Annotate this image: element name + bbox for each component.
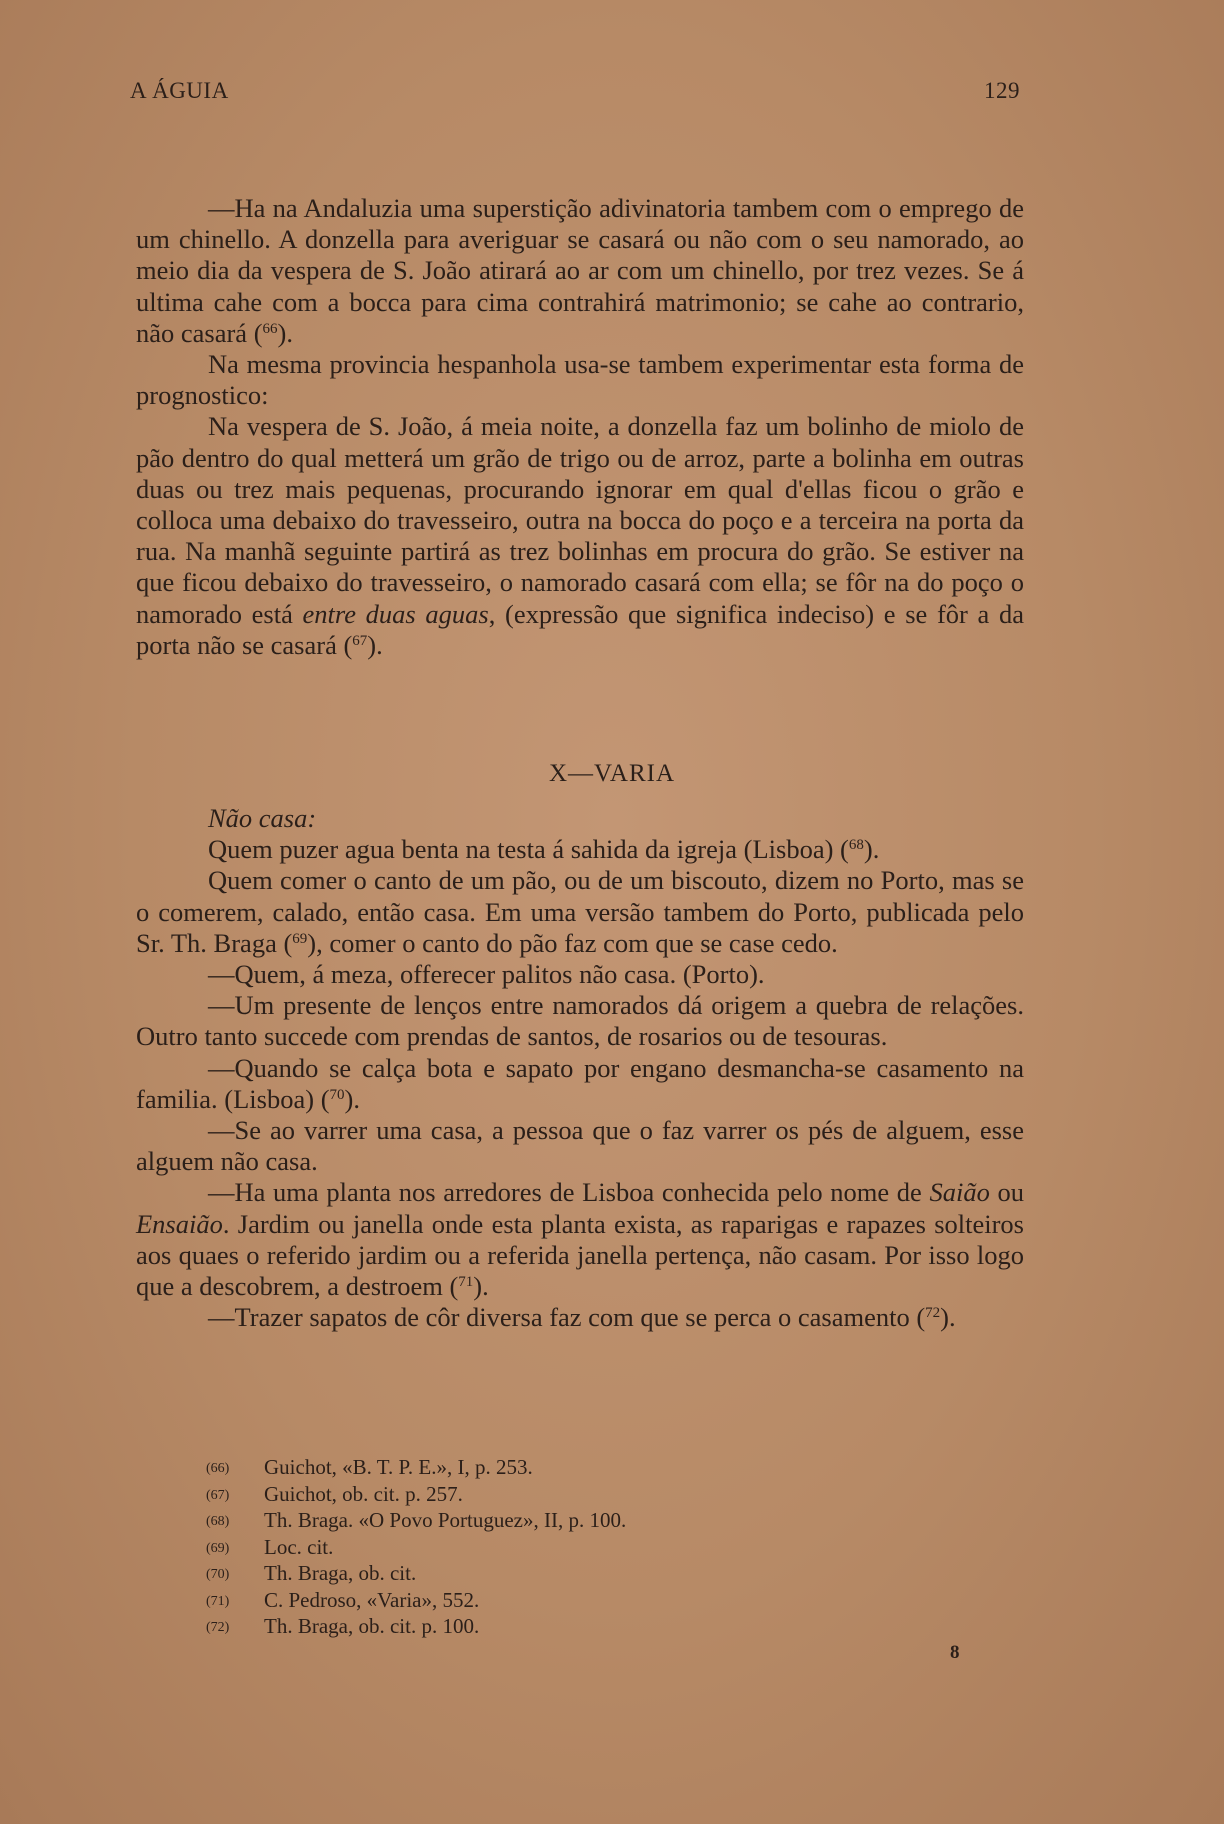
footnote-ref[interactable]: 71 (458, 1274, 474, 1291)
italic-phrase: Ensaião (136, 1208, 223, 1239)
journal-title: A ÁGUIA (130, 78, 229, 103)
paragraph-text: Quem comer o canto de um pão, ou de um biscouto, dizem no Porto, mas se o comerem, calado, então casa. Em uma versão tambem do Porto, publicada pelo Sr. Th. Braga ( (136, 865, 1024, 958)
footnote-ref[interactable]: 70 (329, 1086, 345, 1103)
paragraph: —Um presente de lenços entre namorados dá origem a quebra de relações. Outro tanto succede com prendas de santos, de rosarios ou de tesouras. (136, 990, 1024, 1052)
italic-phrase: entre duas aguas (302, 598, 489, 629)
italic-phrase: Saião (929, 1177, 990, 1208)
footnote (206, 1588, 626, 1615)
paragraph: Na mesma provincia hespanhola usa-se tambem experimentar esta forma de prognostico: (136, 349, 1024, 411)
paragraph (136, 411, 1024, 661)
paragraph (136, 1177, 1024, 1302)
paragraph (136, 865, 1024, 959)
paragraph: —Quem, á meza, offerecer palitos não casa. (Porto). (208, 959, 765, 990)
footnote-number: (67) (206, 1487, 230, 1503)
footnote-number: (70) (206, 1567, 230, 1582)
section-heading: X—VARIA (549, 760, 675, 787)
paragraph-text: ). (473, 1271, 489, 1302)
paragraph: —Se ao varrer uma casa, a pessoa que o faz varrer os pés de alguem, esse alguem não casa. (136, 1115, 1024, 1177)
paragraph-text: Quem puzer agua benta na testa á sahida da igreja (Lisboa) ( (208, 834, 849, 865)
footnote-text: Guichot, «B. T. P. E.», I, p. 253. (264, 1455, 533, 1479)
paragraph-text: ), comer o canto do pão faz com que se case cedo. (307, 927, 838, 958)
footnote-text: Th. Braga, ob. cit. p. 100. (264, 1614, 480, 1638)
paragraph (136, 834, 1024, 865)
footnote-ref[interactable]: 67 (352, 632, 368, 649)
paragraph (136, 1053, 1024, 1115)
footnote-ref[interactable]: 69 (292, 930, 308, 947)
footnote-text: Th. Braga. «O Povo Portuguez», II, p. 100. (264, 1508, 627, 1532)
paragraph (136, 1302, 1024, 1333)
page-number: 129 (984, 78, 1020, 103)
footnote-text: Th. Braga, ob. cit. (264, 1561, 417, 1585)
paragraph-text: ). (277, 317, 293, 348)
running-header (130, 78, 1020, 108)
footnote-ref[interactable]: 68 (848, 837, 864, 854)
footnote-number: (72) (206, 1620, 230, 1635)
paragraph-text: ou (989, 1177, 1025, 1208)
footnote (206, 1455, 626, 1482)
paragraph-text: ). (344, 1083, 360, 1114)
paragraph-text: —Ha na Andaluzia uma superstição adivinatoria tambem com o emprego de um chinello. A donzella para averiguar se casará ou não com o seu namorado, ao meio dia da vespera de S. João atirará ao ar com um chinello, por trez vezes. Se á ultima cahe com a bocca para cima contrahirá matrimonio; se cahe ao contrario, não casará ( (136, 193, 1024, 348)
text-block-superstition (136, 193, 1024, 661)
footnote (206, 1482, 626, 1509)
footnote-text: Guichot, ob. cit. p. 257. (264, 1481, 463, 1506)
footnote (206, 1561, 626, 1588)
footnote (206, 1614, 626, 1641)
footnote-ref[interactable]: 72 (925, 1305, 941, 1322)
paragraph-text: Na vespera de S. João, á meia noite, a donzella faz um bolinho de miolo de pão dentro do qual metterá um grão de trigo ou de arroz, parte a bolinha em outras duas ou trez mais pequenas, procurando ignorar em qual d'ellas ficou o grão e colloca uma debaixo do travesseiro, outra na bocca do poço e a terceira na porta da rua. Na manhã seguinte partirá as trez bolinhas em procura do grão. Se estiver na que ficou debaixo do travesseiro, o namorado casará com ella; se fôr na do poço o namorado está (136, 411, 1024, 629)
footnote-text: Loc. cit. (264, 1534, 334, 1559)
footnote-text: C. Pedroso, «Varia», 552. (264, 1587, 480, 1612)
footnote (206, 1535, 626, 1562)
footnote (206, 1508, 626, 1535)
paragraph (136, 193, 1024, 349)
paragraph-text: , (expressão que significa indeciso) e se fôr a da porta não se casará ( (136, 598, 1024, 660)
subheading: Não casa: (208, 803, 317, 833)
footnote-ref[interactable]: 66 (262, 320, 278, 337)
footnote-number: (69) (206, 1540, 230, 1556)
footnotes (206, 1455, 626, 1641)
paragraph-text: ). (940, 1302, 956, 1333)
paragraph-text: —Trazer sapatos de côr diversa faz com que se perca o casamento ( (208, 1302, 926, 1333)
paragraph-text: ). (367, 629, 383, 660)
footnote-number: (66) (206, 1461, 230, 1476)
footnote-number: (71) (206, 1593, 230, 1609)
paragraph-text: ). (863, 834, 880, 865)
footnote-number: (68) (206, 1514, 230, 1529)
paragraph-text: . Jardim ou janella onde esta planta exista, as raparigas e rapazes solteiros aos quaes o referido jardim ou a referida janella pertença, não casam. Por isso logo que a descobrem, a destroem ( (136, 1208, 1024, 1302)
signature-mark: 8 (950, 1642, 960, 1663)
text-block-varia (136, 803, 1024, 1333)
paragraph-text: —Ha uma planta nos arredores de Lisboa conhecida pelo nome de (208, 1177, 930, 1208)
paragraph-text: —Quando se calça bota e sapato por engano desmancha-se casamento na familia. (Lisboa) ( (136, 1052, 1024, 1114)
